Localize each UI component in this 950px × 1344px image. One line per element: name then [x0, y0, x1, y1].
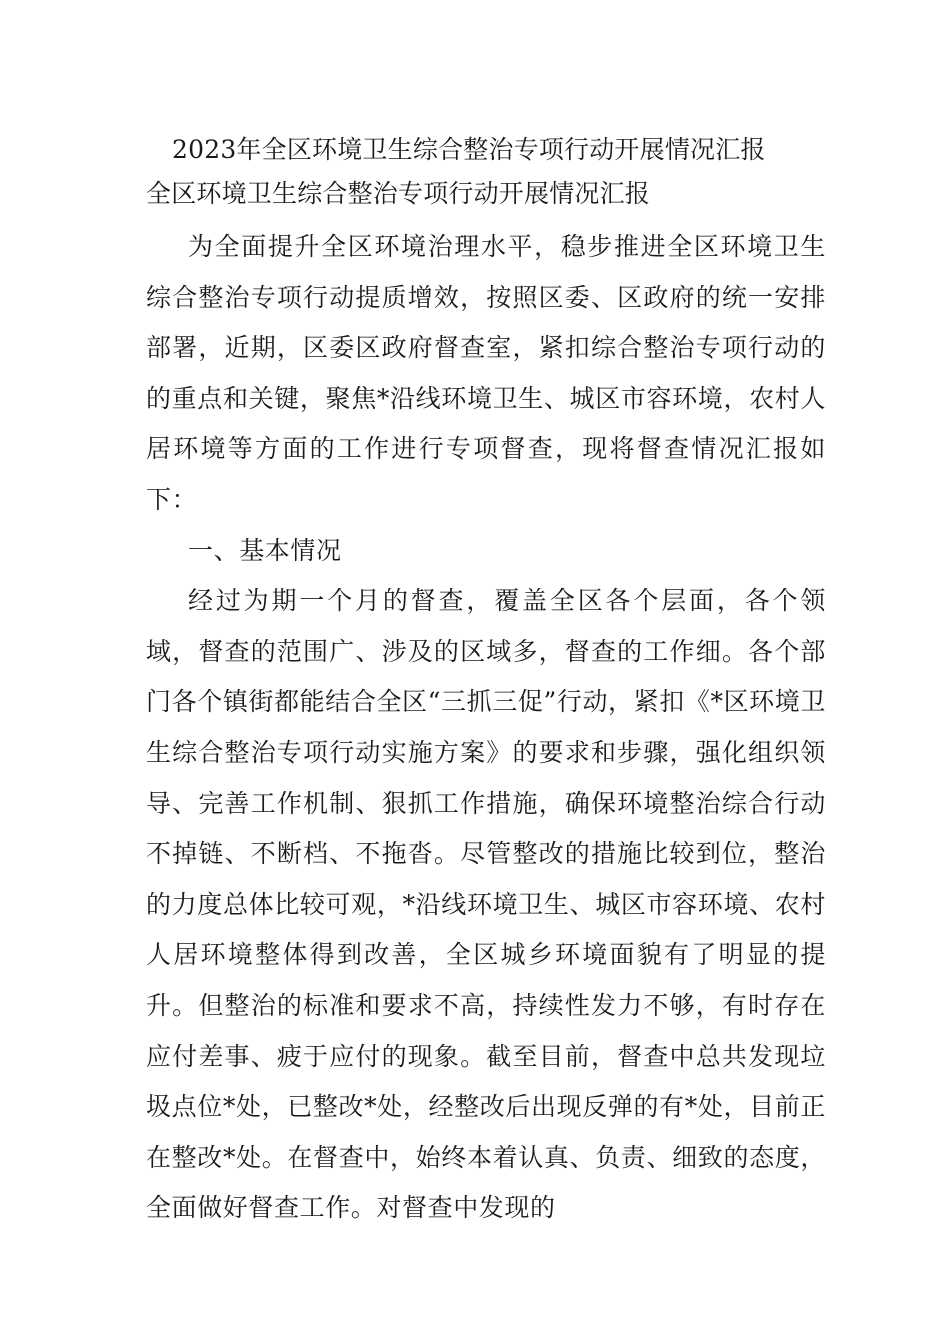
- document-subtitle: 全区环境卫生综合整治专项行动开展情况汇报: [146, 179, 651, 208]
- intro-paragraph: 为全面提升全区环境治理水平，稳步推进全区环境卫生综合整治专项行动提质增效，按照区委、区政府的统一安排部署，近期，区委区政府督查室，紧扣综合整治专项行动的的重点和关键，聚焦*沿线环境卫生、城区市容环境，农村人居环境等方面的工作进行专项督查，现将督查情况汇报如下：: [146, 232, 826, 514]
- document-page: [146, 128, 826, 1234]
- section-heading-basic-situation: 一、基本情况: [188, 535, 342, 565]
- section-paragraph-basic-situation: 经过为期一个月的督查，覆盖全区各个层面，各个领域，督查的范围广、涉及的区域多，督查的工作细。各个部门各个镇街都能结合全区“三抓三促”行动，紧扣《*区环境卫生综合整治专项行动实施方案》的要求和步骤，强化组织领导、完善工作机制、狠抓工作措施，确保环境整治综合行动不掉链、不断档、不拖沓。尽管整改的措施比较到位，整治的力度总体比较可观，*沿线环境卫生、城区市容环境、农村人居环境整体得到改善，全区城乡环境面貌有了明显的提升。但整治的标准和要求不高，持续性发力不够，有时存在应付差事、疲于应付的现象。截至目前，督查中总共发现垃圾点位*处，已整改*处，经整改后出现反弹的有*处，目前正在整改*处。在督查中，始终本着认真、负责、细致的态度，全面做好督查工作。对督查中发现的: [146, 586, 826, 1223]
- document-title: 2023年全区环境卫生综合整治专项行动开展情况汇报: [172, 135, 766, 164]
